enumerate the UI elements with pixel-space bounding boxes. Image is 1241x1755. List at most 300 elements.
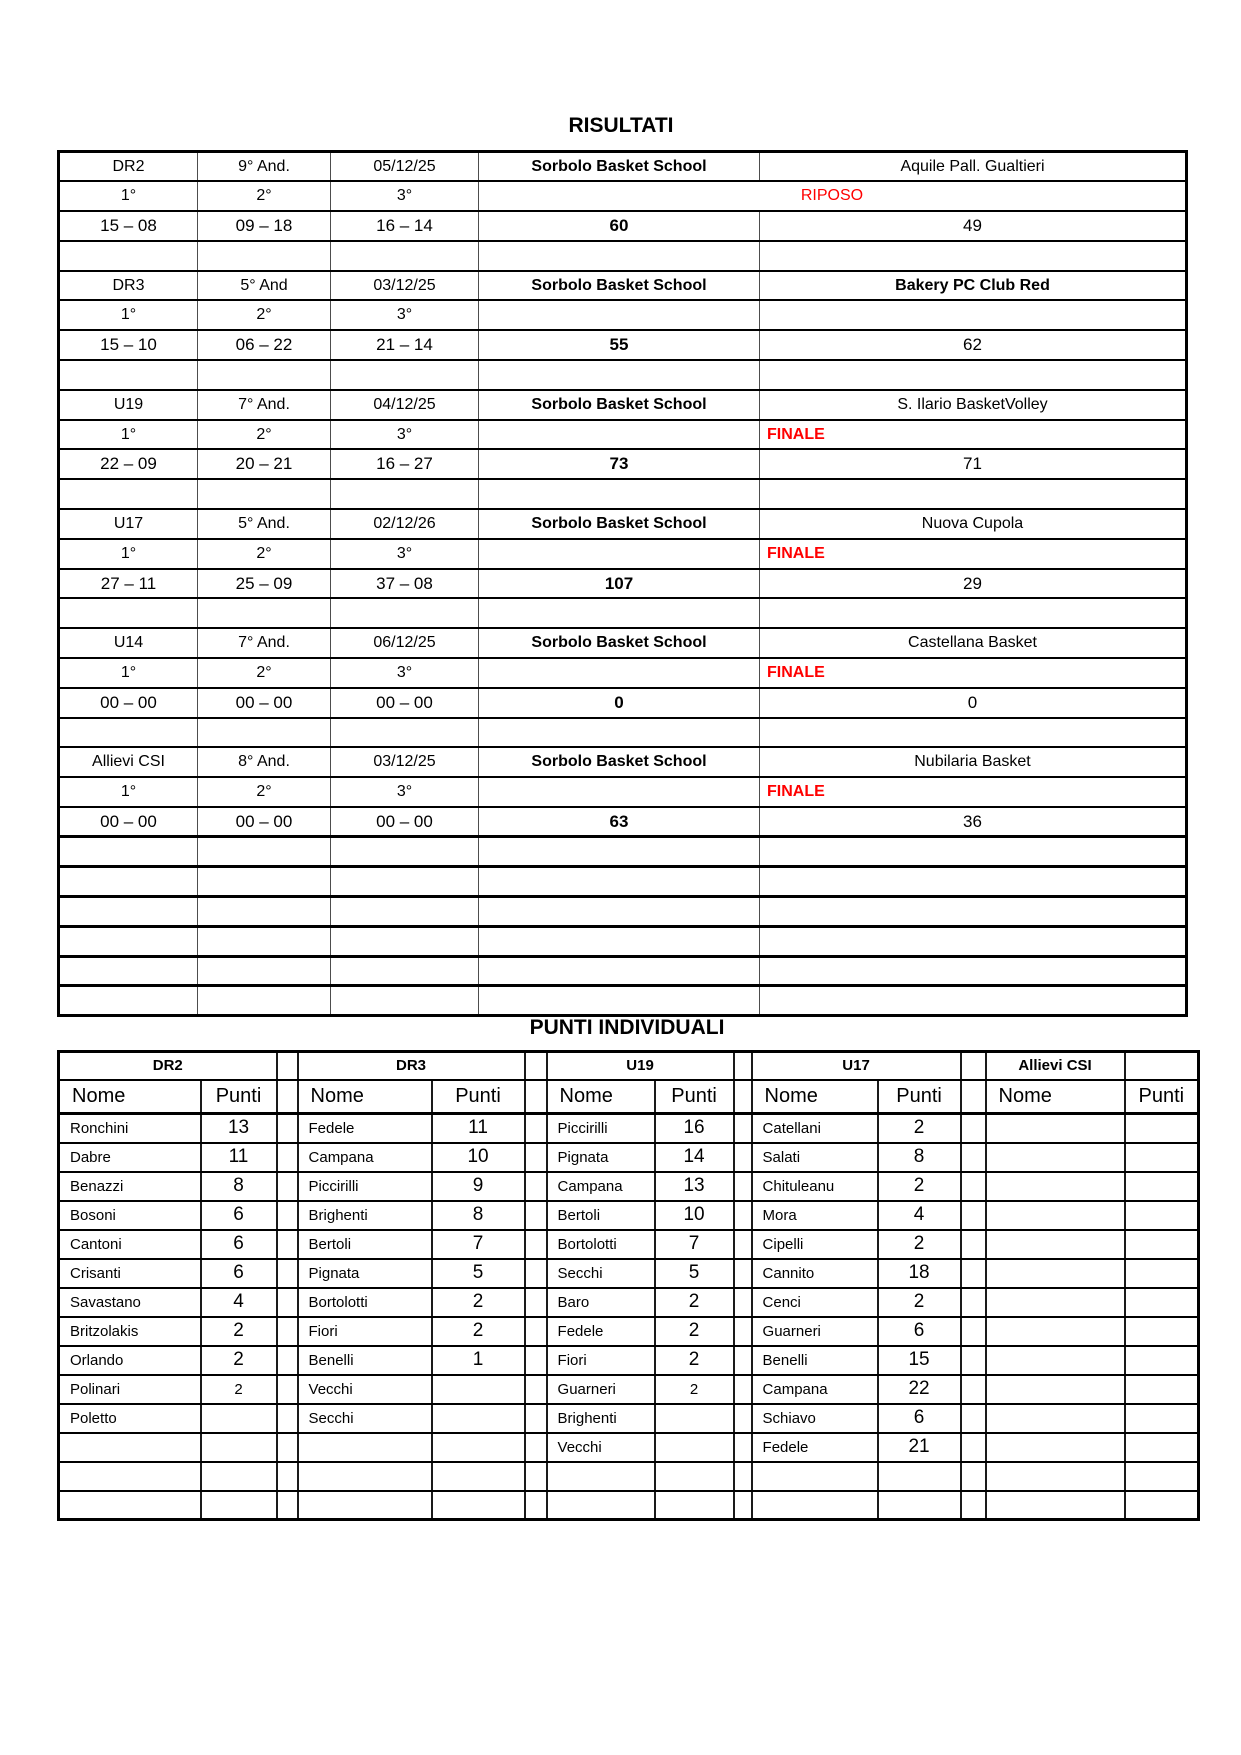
empty-cell: [760, 867, 1187, 897]
empty-cell: [59, 837, 198, 867]
date-cell: 04/12/25: [331, 390, 479, 420]
match-header-row: [59, 390, 1187, 420]
round-cell: 5° And.: [198, 509, 331, 539]
player-points-cell: 16: [655, 1114, 734, 1143]
player-points-cell: [878, 1491, 961, 1520]
category-cell: DR3: [59, 271, 198, 301]
player-name-cell: [298, 1462, 432, 1491]
empty-cell: [479, 539, 760, 569]
empty-cell: [760, 718, 1187, 748]
category-cell: U17: [59, 509, 198, 539]
empty-row: [59, 896, 1187, 926]
player-name-cell: [59, 1462, 201, 1491]
player-points-cell: [201, 1433, 277, 1462]
group-header-row: [59, 1052, 1199, 1080]
spacer-cell: [525, 1114, 547, 1143]
player-points-cell: 9: [432, 1172, 525, 1201]
period-label-cell: 3°: [331, 420, 479, 450]
empty-cell: [59, 896, 198, 926]
player-points-cell: 1: [432, 1346, 525, 1375]
period-label-cell: 2°: [198, 658, 331, 688]
spacer-cell: [734, 1080, 752, 1114]
player-name-cell: Brighenti: [298, 1201, 432, 1230]
player-name-cell: [986, 1259, 1125, 1288]
empty-cell: [59, 479, 198, 509]
period-label-cell: 1°: [59, 777, 198, 807]
empty-cell: [59, 598, 198, 628]
player-name-cell: [986, 1288, 1125, 1317]
player-points-cell: 2: [201, 1375, 277, 1404]
empty-cell: [479, 896, 760, 926]
spacer-cell: [277, 1230, 298, 1259]
player-name-cell: Guarneri: [547, 1375, 655, 1404]
period-label-cell: 3°: [331, 181, 479, 211]
quarter-score-cell: 25 – 09: [198, 569, 331, 599]
scores-row: [59, 807, 1187, 837]
nome-header-cell: Nome: [298, 1080, 432, 1114]
player-name-cell: [986, 1114, 1125, 1143]
quarter-score-cell: 06 – 22: [198, 330, 331, 360]
player-name-cell: Pignata: [547, 1143, 655, 1172]
player-points-cell: 8: [201, 1172, 277, 1201]
player-row: [59, 1114, 1199, 1143]
player-name-cell: Crisanti: [59, 1259, 201, 1288]
player-points-cell: 13: [655, 1172, 734, 1201]
player-row: [59, 1346, 1199, 1375]
punti-table-body: [59, 1052, 1199, 1520]
note-cell: FINALE: [760, 658, 1187, 688]
category-cell: DR2: [59, 152, 198, 182]
home-score-cell: 60: [479, 211, 760, 241]
risultati-table: [57, 150, 1188, 1017]
quarter-score-cell: 00 – 00: [59, 807, 198, 837]
player-points-cell: [1125, 1491, 1199, 1520]
player-points-cell: [1125, 1114, 1199, 1143]
spacer-cell: [277, 1172, 298, 1201]
category-cell: U19: [59, 390, 198, 420]
away-score-cell: 49: [760, 211, 1187, 241]
separator-row: [59, 718, 1187, 748]
periods-row: [59, 658, 1187, 688]
player-points-cell: 6: [201, 1230, 277, 1259]
spacer-cell: [277, 1404, 298, 1433]
category-cell: Allievi CSI: [59, 747, 198, 777]
player-name-cell: Bortolotti: [298, 1288, 432, 1317]
empty-cell: [198, 718, 331, 748]
spacer-cell: [961, 1143, 986, 1172]
empty-cell: [479, 837, 760, 867]
empty-cell: [331, 956, 479, 986]
empty-cell: [479, 986, 760, 1016]
date-cell: 03/12/25: [331, 747, 479, 777]
nome-header-cell: Nome: [752, 1080, 878, 1114]
spacer-cell: [525, 1259, 547, 1288]
away-team-cell: Castellana Basket: [760, 628, 1187, 658]
spacer-cell: [734, 1346, 752, 1375]
round-cell: 7° And.: [198, 628, 331, 658]
player-name-cell: [547, 1491, 655, 1520]
player-points-cell: 2: [432, 1288, 525, 1317]
empty-cell: [479, 241, 760, 271]
date-cell: 05/12/25: [331, 152, 479, 182]
scores-row: [59, 449, 1187, 479]
spacer-cell: [961, 1317, 986, 1346]
spacer-cell: [734, 1172, 752, 1201]
round-cell: 9° And.: [198, 152, 331, 182]
empty-cell: [198, 956, 331, 986]
match-header-row: [59, 271, 1187, 301]
player-name-cell: [986, 1404, 1125, 1433]
player-points-cell: [432, 1433, 525, 1462]
away-team-cell: Nuova Cupola: [760, 509, 1187, 539]
empty-cell: [760, 241, 1187, 271]
quarter-score-cell: 37 – 08: [331, 569, 479, 599]
spacer-cell: [961, 1433, 986, 1462]
player-points-cell: 7: [432, 1230, 525, 1259]
quarter-score-cell: 27 – 11: [59, 569, 198, 599]
spacer-cell: [525, 1230, 547, 1259]
player-points-cell: 4: [201, 1288, 277, 1317]
empty-cell: [760, 837, 1187, 867]
player-row: [59, 1462, 1199, 1491]
player-points-cell: 2: [878, 1288, 961, 1317]
player-points-cell: [1125, 1259, 1199, 1288]
player-points-cell: [655, 1491, 734, 1520]
spacer-cell: [277, 1462, 298, 1491]
home-score-cell: 0: [479, 688, 760, 718]
away-score-cell: 36: [760, 807, 1187, 837]
empty-cell: [479, 718, 760, 748]
empty-cell: [479, 360, 760, 390]
empty-cell: [59, 360, 198, 390]
empty-cell: [760, 956, 1187, 986]
quarter-score-cell: 21 – 14: [331, 330, 479, 360]
spacer-cell: [961, 1346, 986, 1375]
player-name-cell: Campana: [547, 1172, 655, 1201]
player-name-cell: Chituleanu: [752, 1172, 878, 1201]
player-points-cell: [1125, 1433, 1199, 1462]
empty-cell: [59, 241, 198, 271]
player-points-cell: [201, 1462, 277, 1491]
player-points-cell: 14: [655, 1143, 734, 1172]
player-name-cell: Britzolakis: [59, 1317, 201, 1346]
player-row: [59, 1201, 1199, 1230]
player-name-cell: Fedele: [547, 1317, 655, 1346]
periods-row: [59, 777, 1187, 807]
player-name-cell: [298, 1433, 432, 1462]
category-cell: U14: [59, 628, 198, 658]
away-score-cell: 62: [760, 330, 1187, 360]
player-name-cell: Benelli: [298, 1346, 432, 1375]
round-cell: 7° And.: [198, 390, 331, 420]
match-header-row: [59, 747, 1187, 777]
empty-cell: [331, 896, 479, 926]
period-label-cell: 3°: [331, 658, 479, 688]
player-name-cell: Catellani: [752, 1114, 878, 1143]
player-points-cell: [432, 1462, 525, 1491]
period-label-cell: 2°: [198, 300, 331, 330]
player-points-cell: 2: [655, 1346, 734, 1375]
punti-individuali-title: PUNTI INDIVIDUALI: [529, 1016, 725, 1039]
quarter-score-cell: 00 – 00: [331, 688, 479, 718]
player-name-cell: Dabre: [59, 1143, 201, 1172]
group-header-cell: Allievi CSI: [986, 1052, 1125, 1080]
spacer-cell: [961, 1080, 986, 1114]
spacer-cell: [525, 1462, 547, 1491]
player-points-cell: 13: [201, 1114, 277, 1143]
away-team-cell: Aquile Pall. Gualtieri: [760, 152, 1187, 182]
spacer-cell: [961, 1230, 986, 1259]
player-name-cell: Cannito: [752, 1259, 878, 1288]
player-name-cell: Salati: [752, 1143, 878, 1172]
empty-cell: [479, 956, 760, 986]
player-name-cell: Bortolotti: [547, 1230, 655, 1259]
player-name-cell: Cipelli: [752, 1230, 878, 1259]
scores-row: [59, 688, 1187, 718]
empty-cell: [198, 241, 331, 271]
player-name-cell: Orlando: [59, 1346, 201, 1375]
player-name-cell: [986, 1230, 1125, 1259]
player-points-cell: 4: [878, 1201, 961, 1230]
player-name-cell: Cantoni: [59, 1230, 201, 1259]
home-score-cell: 107: [479, 569, 760, 599]
spacer-cell: [961, 1375, 986, 1404]
empty-cell: [198, 867, 331, 897]
player-points-cell: 2: [201, 1346, 277, 1375]
player-name-cell: Benelli: [752, 1346, 878, 1375]
empty-cell: [59, 926, 198, 956]
quarter-score-cell: 00 – 00: [198, 688, 331, 718]
empty-cell: [198, 837, 331, 867]
player-points-cell: 2: [655, 1317, 734, 1346]
date-cell: 06/12/25: [331, 628, 479, 658]
quarter-score-cell: 15 – 10: [59, 330, 198, 360]
note-cell: FINALE: [760, 420, 1187, 450]
player-name-cell: Piccirilli: [547, 1114, 655, 1143]
player-name-cell: Ronchini: [59, 1114, 201, 1143]
player-name-cell: [986, 1317, 1125, 1346]
empty-cell: [59, 956, 198, 986]
player-points-cell: 11: [432, 1114, 525, 1143]
empty-cell: [760, 360, 1187, 390]
note-cell: FINALE: [760, 777, 1187, 807]
spacer-cell: [277, 1080, 298, 1114]
away-score-cell: 71: [760, 449, 1187, 479]
separator-row: [59, 479, 1187, 509]
match-header-row: [59, 509, 1187, 539]
date-cell: 03/12/25: [331, 271, 479, 301]
column-header-row: [59, 1080, 1199, 1114]
player-points-cell: [1125, 1375, 1199, 1404]
empty-cell: [198, 896, 331, 926]
spacer-cell: [525, 1346, 547, 1375]
home-team-cell: Sorbolo Basket School: [479, 747, 760, 777]
punti-header-cell: Punti: [432, 1080, 525, 1114]
player-row: [59, 1230, 1199, 1259]
empty-cell: [198, 986, 331, 1016]
player-name-cell: Schiavo: [752, 1404, 878, 1433]
home-team-cell: Sorbolo Basket School: [479, 271, 760, 301]
empty-cell: [760, 896, 1187, 926]
spacer-cell: [961, 1052, 986, 1080]
player-points-cell: [1125, 1462, 1199, 1491]
period-label-cell: 1°: [59, 539, 198, 569]
player-points-cell: [1125, 1346, 1199, 1375]
punti-header-cell: Punti: [201, 1080, 277, 1114]
empty-cell: [760, 598, 1187, 628]
player-name-cell: Brighenti: [547, 1404, 655, 1433]
spacer-cell: [734, 1143, 752, 1172]
player-name-cell: Fedele: [752, 1433, 878, 1462]
player-points-cell: 8: [878, 1143, 961, 1172]
empty-cell: [331, 360, 479, 390]
player-name-cell: [986, 1143, 1125, 1172]
spacer-cell: [525, 1143, 547, 1172]
period-label-cell: 2°: [198, 539, 331, 569]
group-header-cell: U19: [547, 1052, 734, 1080]
spacer-cell: [277, 1346, 298, 1375]
home-score-cell: 55: [479, 330, 760, 360]
spacer-cell: [525, 1172, 547, 1201]
player-name-cell: Campana: [298, 1143, 432, 1172]
player-points-cell: 2: [432, 1317, 525, 1346]
scores-row: [59, 211, 1187, 241]
empty-cell: [59, 867, 198, 897]
player-points-cell: 22: [878, 1375, 961, 1404]
player-name-cell: [986, 1346, 1125, 1375]
match-header-row: [59, 628, 1187, 658]
player-name-cell: Fedele: [298, 1114, 432, 1143]
spacer-cell: [961, 1491, 986, 1520]
scores-row: [59, 569, 1187, 599]
player-row: [59, 1259, 1199, 1288]
empty-cell: [331, 241, 479, 271]
spacer-cell: [525, 1317, 547, 1346]
player-row: [59, 1375, 1199, 1404]
home-team-cell: Sorbolo Basket School: [479, 152, 760, 182]
period-label-cell: 3°: [331, 300, 479, 330]
empty-cell: [760, 926, 1187, 956]
player-points-cell: 8: [432, 1201, 525, 1230]
period-label-cell: 3°: [331, 777, 479, 807]
player-points-cell: 18: [878, 1259, 961, 1288]
away-team-cell: Nubilaria Basket: [760, 747, 1187, 777]
empty-cell: [760, 300, 1187, 330]
player-name-cell: Polinari: [59, 1375, 201, 1404]
quarter-score-cell: 20 – 21: [198, 449, 331, 479]
spacer-cell: [277, 1201, 298, 1230]
spacer-cell: [734, 1201, 752, 1230]
quarter-score-cell: 22 – 09: [59, 449, 198, 479]
spacer-cell: [525, 1288, 547, 1317]
punti-header-cell: Punti: [655, 1080, 734, 1114]
player-name-cell: Bertoli: [298, 1230, 432, 1259]
player-points-cell: [1125, 1288, 1199, 1317]
period-label-cell: 3°: [331, 539, 479, 569]
player-name-cell: Bertoli: [547, 1201, 655, 1230]
player-points-cell: [1125, 1172, 1199, 1201]
player-points-cell: 21: [878, 1433, 961, 1462]
player-name-cell: Campana: [752, 1375, 878, 1404]
player-name-cell: [547, 1462, 655, 1491]
player-points-cell: [1125, 1317, 1199, 1346]
player-row: [59, 1491, 1199, 1520]
away-team-cell: S. Ilario BasketVolley: [760, 390, 1187, 420]
player-points-cell: 2: [878, 1230, 961, 1259]
empty-row: [59, 867, 1187, 897]
periods-row: [59, 539, 1187, 569]
separator-row: [59, 598, 1187, 628]
player-name-cell: Secchi: [298, 1404, 432, 1433]
spacer-cell: [277, 1259, 298, 1288]
player-name-cell: Guarneri: [752, 1317, 878, 1346]
empty-cell: [479, 926, 760, 956]
spacer-cell: [525, 1201, 547, 1230]
spacer-cell: [277, 1491, 298, 1520]
group-header-cell: DR2: [59, 1052, 277, 1080]
player-points-cell: 5: [655, 1259, 734, 1288]
spacer-cell: [961, 1288, 986, 1317]
spacer-cell: [277, 1375, 298, 1404]
group-header-cell: U17: [752, 1052, 961, 1080]
match-header-row: [59, 152, 1187, 182]
empty-cell: [760, 986, 1187, 1016]
period-label-cell: 1°: [59, 181, 198, 211]
player-points-cell: 6: [878, 1317, 961, 1346]
round-cell: 8° And.: [198, 747, 331, 777]
empty-cell: [331, 598, 479, 628]
quarter-score-cell: 09 – 18: [198, 211, 331, 241]
group-header-cell: DR3: [298, 1052, 525, 1080]
player-row: [59, 1317, 1199, 1346]
empty-cell: [331, 718, 479, 748]
spacer-cell: [961, 1172, 986, 1201]
player-points-cell: [432, 1404, 525, 1433]
note-cell: RIPOSO: [479, 181, 1187, 211]
player-points-cell: [1125, 1201, 1199, 1230]
spacer-cell: [525, 1375, 547, 1404]
periods-row: [59, 300, 1187, 330]
quarter-score-cell: 16 – 27: [331, 449, 479, 479]
player-points-cell: 5: [432, 1259, 525, 1288]
empty-cell: [198, 926, 331, 956]
spacer-cell: [961, 1201, 986, 1230]
period-label-cell: 1°: [59, 300, 198, 330]
empty-cell: [198, 360, 331, 390]
player-points-cell: [1125, 1404, 1199, 1433]
empty-cell: [479, 598, 760, 628]
player-row: [59, 1404, 1199, 1433]
spacer-cell: [734, 1259, 752, 1288]
player-points-cell: 10: [432, 1143, 525, 1172]
empty-cell: [479, 300, 760, 330]
empty-cell: [1125, 1052, 1199, 1080]
spacer-cell: [734, 1433, 752, 1462]
player-points-cell: 10: [655, 1201, 734, 1230]
player-name-cell: Cenci: [752, 1288, 878, 1317]
spacer-cell: [525, 1433, 547, 1462]
empty-cell: [479, 867, 760, 897]
periods-row: [59, 420, 1187, 450]
player-name-cell: [59, 1433, 201, 1462]
player-points-cell: [432, 1491, 525, 1520]
quarter-score-cell: 00 – 00: [331, 807, 479, 837]
player-name-cell: Piccirilli: [298, 1172, 432, 1201]
empty-cell: [59, 986, 198, 1016]
player-points-cell: [201, 1404, 277, 1433]
player-name-cell: Mora: [752, 1201, 878, 1230]
empty-cell: [479, 777, 760, 807]
